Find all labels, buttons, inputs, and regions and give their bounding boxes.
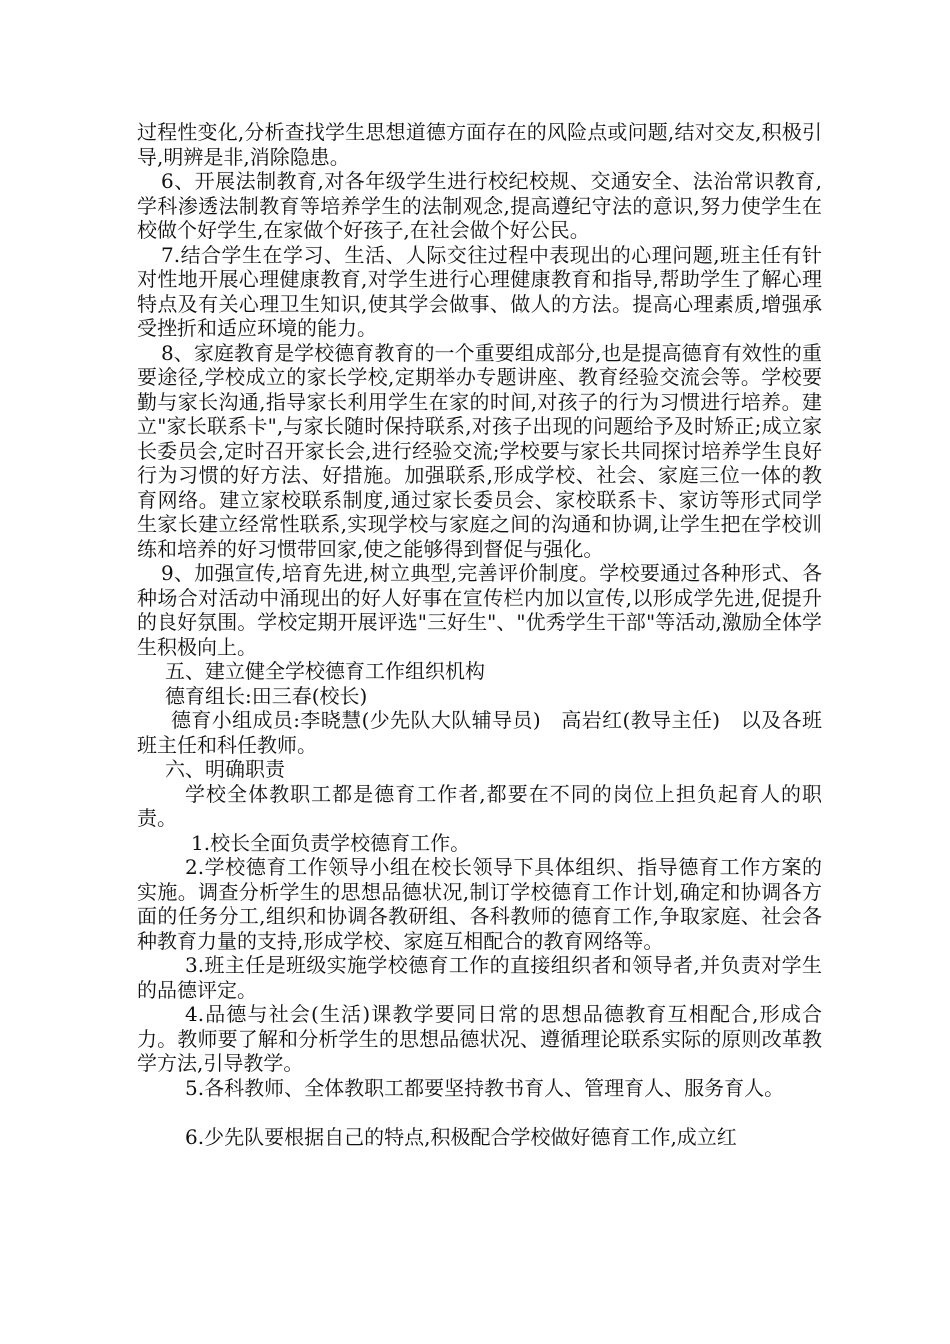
duty-intro: 学校全体教职工都是德育工作者,都要在不同的岗位上担负起育人的职责。: [137, 781, 822, 830]
duty-item-6: 6.少先队要根据自己的特点,积极配合学校做好德育工作,成立红: [185, 1124, 737, 1149]
duty-item-5: 5.各科教师、全体教职工都要坚持教书育人、管理育人、服务育人。: [185, 1075, 785, 1100]
duty-item-4: 4.品德与社会(生活)课教学要同日常的思想品德教育互相配合,形成合力。教师要了解和分析学生的思想品德状况、遵循理论联系实际的原则改革教学方法,引导教学。: [137, 1002, 822, 1075]
section-heading-5: 五、建立健全学校德育工作组织机构: [165, 659, 485, 683]
blank-line: [137, 1100, 822, 1125]
section-heading-6: 六、明确职责: [165, 757, 285, 781]
paragraph-item-9-publicity: 9、加强宣传,培育先进,树立典型,完善评价制度。学校要通过各种形式、各种场合对活动中涌现出的好人好事在宣传栏内加以宣传,以形成学先进,促提升的良好氛围。学校定期开展评选"三好生"、"优秀学生干部"等活动,激励全体学生积极向上。: [137, 561, 822, 659]
duty-item-1: 1.校长全面负责学校德育工作。: [191, 830, 471, 855]
moral-education-members: 德育小组成员:李晓慧(少先队大队辅导员) 高岩红(教导主任) 以及各班班主任和科任教师。: [137, 708, 822, 757]
paragraph-continuation: 过程性变化,分析查找学生思想道德方面存在的风险点或问题,结对交友,积极引导,明辨是非,消除隐患。: [137, 120, 822, 169]
duty-item-2: 2.学校德育工作领导小组在校长领导下具体组织、指导德育工作方案的实施。调查分析学生的思想品德状况,制订学校德育工作计划,确定和协调各方面的任务分工,组织和协调各教研组、各科教师的德育工作,争取家庭、社会各种教育力量的支持,形成学校、家庭互相配合的教育网络等。: [137, 855, 822, 953]
paragraph-item-6-law-education: 6、开展法制教育,对各年级学生进行校纪校规、交通安全、法治常识教育,学科渗透法制教育等培养学生的法制观念,提高遵纪守法的意识,努力使学生在校做个好学生,在家做个好孩子,在社会做个好公民。: [137, 169, 822, 242]
paragraph-item-8-family-education: 8、家庭教育是学校德育教育的一个重要组成部分,也是提高德育有效性的重要途径,学校成立的家长学校,定期举办专题讲座、教育经验交流会等。学校要勤与家长沟通,指导家长利用学生在家的时间,对孩子的行为习惯进行培养。建立"家长联系卡",与家长随时保持联系,对孩子出现的问题给予及时矫正;成立家长委员会,定时召开家长会,进行经验交流;学校要与家长共同探讨培养学生良好行为习惯的好方法、好措施。加强联系,形成学校、社会、家庭三位一体的教育网络。建立家校联系制度,通过家长委员会、家校联系卡、家访等形式同学生家长建立经常性联系,实现学校与家庭之间的沟通和协调,让学生把在学校训练和培养的好习惯带回家,使之能够得到督促与强化。: [137, 340, 822, 561]
paragraph-item-7-mental-health: 7.结合学生在学习、生活、人际交往过程中表现出的心理问题,班主任有针对性地开展心理健康教育,对学生进行心理健康教育和指导,帮助学生了解心理特点及有关心理卫生知识,使其学会做事、做人的方法。提高心理素质,增强承受挫折和适应环境的能力。: [137, 242, 822, 340]
document-page: [137, 120, 822, 1149]
duty-item-3: 3.班主任是班级实施学校德育工作的直接组织者和领导者,并负责对学生的品德评定。: [137, 953, 822, 1002]
moral-education-leader: 德育组长:田三春(校长): [165, 683, 368, 708]
